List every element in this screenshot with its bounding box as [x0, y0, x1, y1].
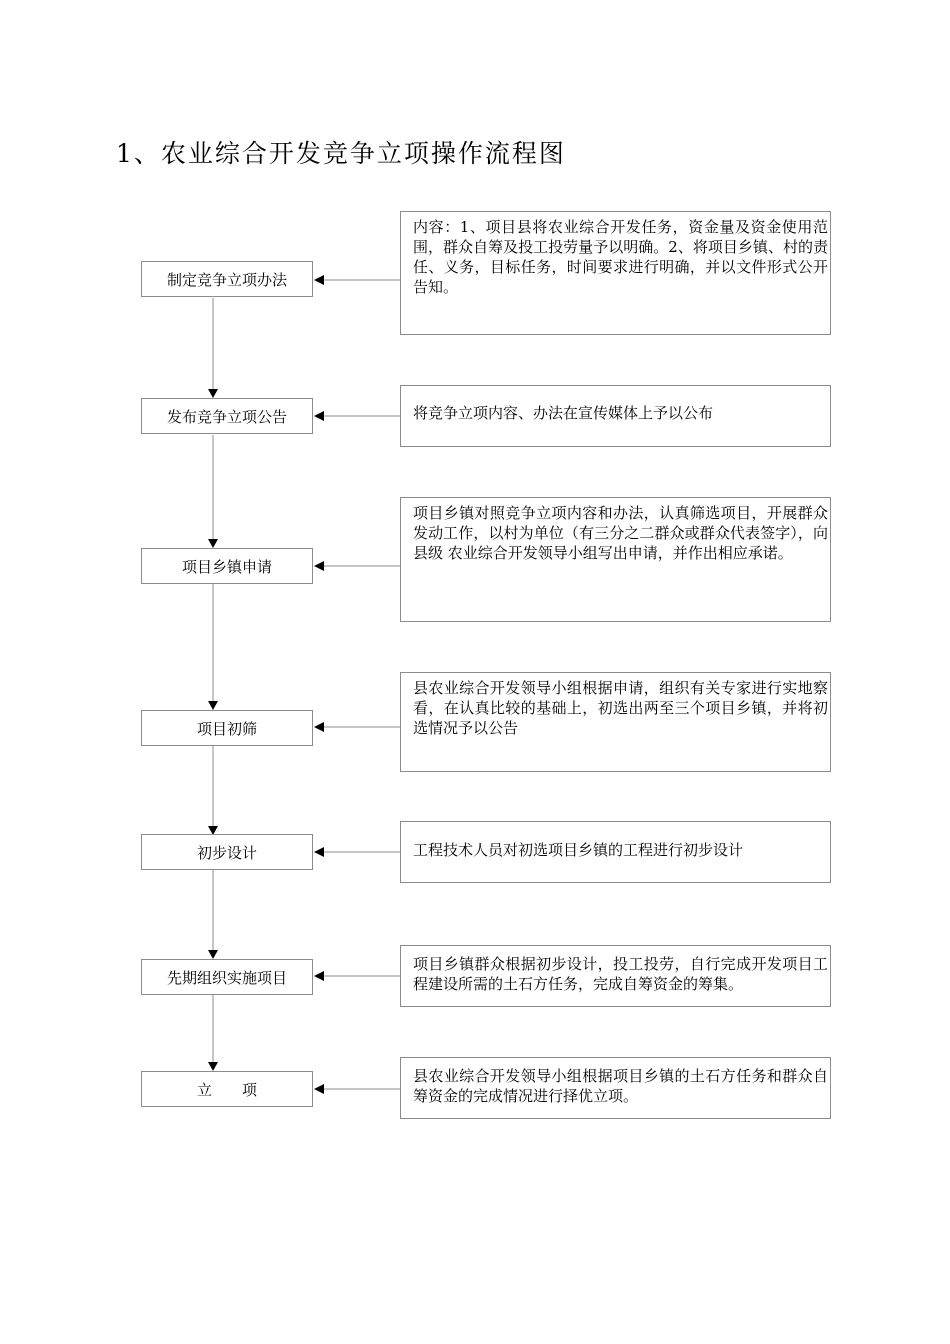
arrow-left-7: [314, 1084, 324, 1094]
step-box-7: 立 项: [141, 1071, 313, 1107]
desc-box-3: 项目乡镇对照竞争立项内容和办法，认真筛选项目，开展群众发动工作，以村为单位（有三分之二群众或群众代表签字），向县级 农业综合开发领导小组写出申请，并作出相应承诺。: [400, 497, 831, 622]
arrow-down-2: [208, 539, 218, 548]
arrow-left-6: [314, 971, 324, 981]
desc-box-6: 项目乡镇群众根据初步设计，投工投劳，自行完成开发项目工程建设所需的土石方任务，完成自筹资金的筹集。: [400, 945, 831, 1007]
arrow-down-6: [208, 1062, 218, 1071]
desc-box-5: 工程技术人员对初选项目乡镇的工程进行初步设计: [400, 821, 831, 883]
page-title: 1、农业综合开发竞争立项操作流程图: [116, 139, 566, 168]
arrow-left-5: [314, 847, 324, 857]
arrow-down-3: [208, 701, 218, 710]
step-box-2: 发布竞争立项公告: [141, 398, 313, 434]
desc-box-1: 内容：1、项目县将农业综合开发任务，资金量及资金使用范围，群众自筹及投工投劳量予以明确。2、将项目乡镇、村的责任、义务，目标任务，时间要求进行明确，并以文件形式公开告知。: [400, 211, 831, 335]
arrow-left-4: [314, 722, 324, 732]
step-box-5: 初步设计: [141, 834, 313, 870]
desc-box-2: 将竞争立项内容、办法在宣传媒体上予以公布: [400, 385, 831, 447]
step-box-1: 制定竞争立项办法: [141, 261, 313, 297]
arrow-left-1: [314, 275, 324, 285]
step-box-3: 项目乡镇申请: [141, 548, 313, 584]
arrow-down-1: [208, 389, 218, 398]
step-box-6: 先期组织实施项目: [141, 959, 313, 995]
arrow-left-3: [314, 561, 324, 571]
arrow-down-5: [208, 950, 218, 959]
arrow-left-2: [314, 411, 324, 421]
desc-box-4: 县农业综合开发领导小组根据申请，组织有关专家进行实地察看，在认真比较的基础上，初选出两至三个项目乡镇，并将初选情况予以公告: [400, 672, 831, 772]
desc-box-7: 县农业综合开发领导小组根据项目乡镇的土石方任务和群众自筹资金的完成情况进行择优立项。: [400, 1057, 831, 1119]
step-box-4: 项目初筛: [141, 710, 313, 746]
